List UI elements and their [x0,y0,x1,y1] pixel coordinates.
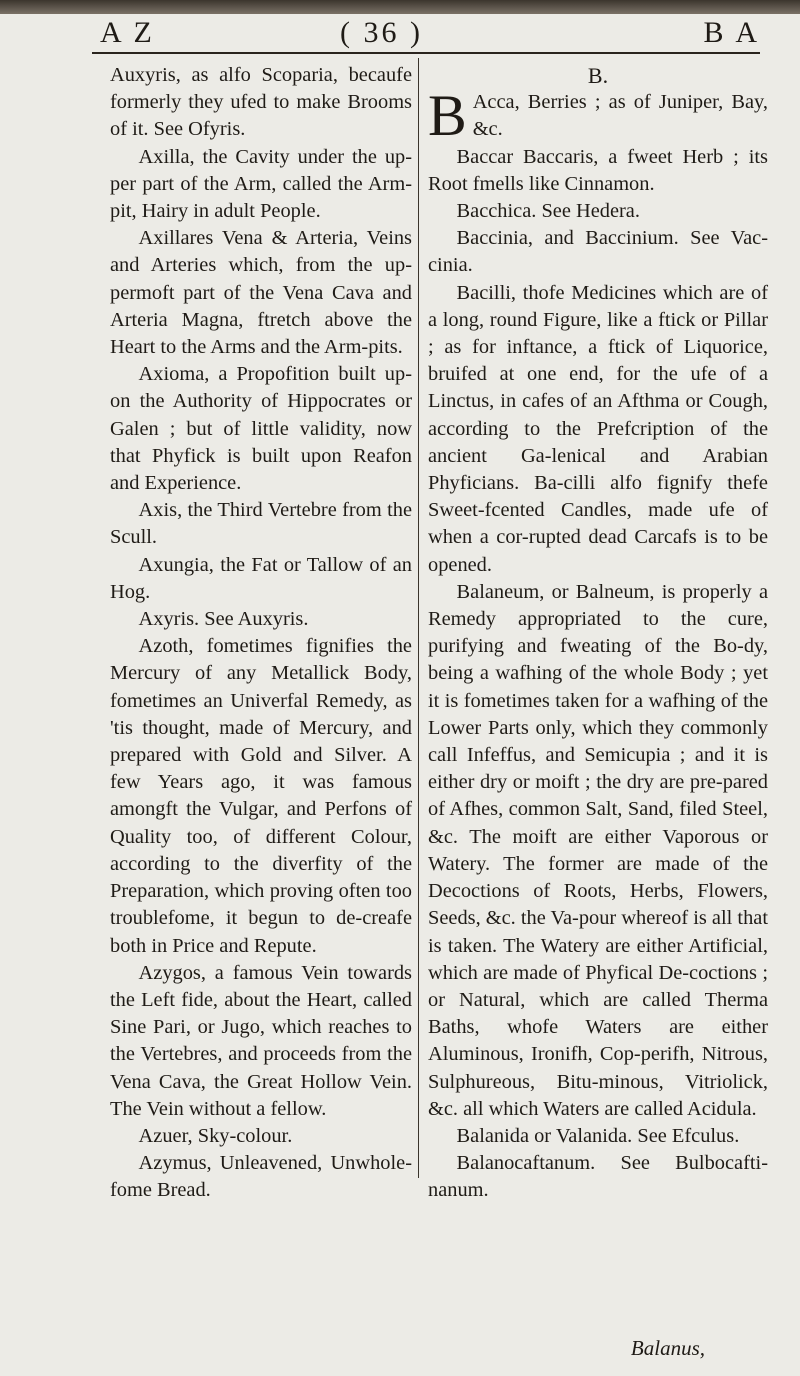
left-column [110,62,412,1205]
entry: Balanocaftanum. See Bulbocafti-nanum. [428,1152,768,1202]
entry: Azoth, fometimes fignifies the Mercury of any Metallick Body, fometimes an Univerfal Remedy, as 'tis thought, made of Mercury, and prepared with Gold and Silver. A few Years ago, it was famous amongft the Vulgar, and Perfons of Quality too, of different Colour, according to the diverfity of the Preparation, which proving often too troublefome, it begun to de-creafe both in Price and Repute. [110,635,412,957]
entry: Azuer, Sky-colour. [138,1124,293,1147]
entry-text: Acca, Berries ; as of Juniper, Bay, &c. [472,91,768,141]
right-column [428,62,768,1205]
page-top-edge [0,0,800,14]
entry: Baccinia, and Baccinium. See Vac-cinia. [428,227,768,277]
entry: Axis, the Third Vertebre from the Scull. [110,499,412,549]
entry: Bacilli, thofe Medicines which are of a long, round Figure, like a ftick or Pillar ; as for inftance, a ftick of Liquorice, bruifed at one end, for the ufe of a Linctus, in cafes of an Afthma or Cough, according to the Prefcription of the ancient Ga-lenical and Arabian Phyficians. Ba-cilli alfo fignify thefe Sweet-fcented Candles, made ufe of when a cor-rupted dead Carcafs is to be opened. [428,281,768,576]
section-letter: B. [587,63,609,88]
entry: Axilla, the Cavity under the up-per part of the Arm, called the Arm-pit, Hairy in adult People. [110,145,412,223]
header-rule [92,52,760,54]
entry: Balaneum, or Balneum, is properly a Remedy appropriated to the cure, purifying and fweating of the Bo-dy, being a wafhing of the whole Body ; yet it is fometimes taken for a wafhing of the Lower Parts only, which they commonly call Infeffus, and Semicupia ; and it is either dry or moift ; the dry are pre-pared of Afhes, common Salt, Sand, filed Steel, &c. The moift are either Vaporous or Watery. The former are made of the Decoctions of Roots, Herbs, Flowers, Seeds, &c. the Va-pour whereof is all that is taken. The Watery are either Artificial, which are made of Phyfical De-coctions ; or Natural, which are called Therma Baths, whofe Waters are either Aluminous, Ironifh, Cop-perifh, Nitrous, Sulphureous, Bitu-minous, Vitriolick, &c. all which Waters are called Acidula. [428,580,768,1120]
entry: Azygos, a famous Vein towards the Left fide, about the Heart, called Sine Pari, or Jugo, which reaches to the Vertebres, and proceeds from the Vena Cava, the Great Hollow Vein. The Vein without a fellow. [110,961,412,1120]
entry: Axyris. See Auxyris. [138,608,309,631]
entry: Axioma, a Propofition built up-on the Authority of Hippocrates or Galen ; but of little validity, now that Phyfick is built upon Reafon and Experience. [110,363,412,495]
entry: Azymus, Unleavened, Unwhole-fome Bread. [110,1152,412,1202]
drop-cap: B [428,83,467,149]
header-right: B A [703,16,760,49]
entry: Axungia, the Fat or Tallow of an Hog. [110,553,412,603]
column-divider [418,58,419,1178]
entry [428,83,768,149]
entry: Baccar Baccaris, a fweet Herb ; its Root fmells like Cinnamon. [428,145,768,195]
entry: Axillares Vena & Arteria, Veins and Arteries which, from the up-permoft part of the Vena Cava and Arteria Magna, ftretch above the Heart to the Arms and the Arm-pits. [110,227,412,359]
page-number: ( 36 ) [340,16,423,49]
entry: Auxyris, as alfo Scoparia, becaufe formerly they ufed to make Brooms of it. See Ofyris. [110,64,412,141]
catchword: Balanus, [630,1336,705,1360]
entry: Bacchica. See Hedera. [456,200,640,223]
running-header [100,16,760,54]
header-left: A Z [100,16,155,49]
entry: Balanida or Valanida. See Efculus. [456,1124,740,1147]
